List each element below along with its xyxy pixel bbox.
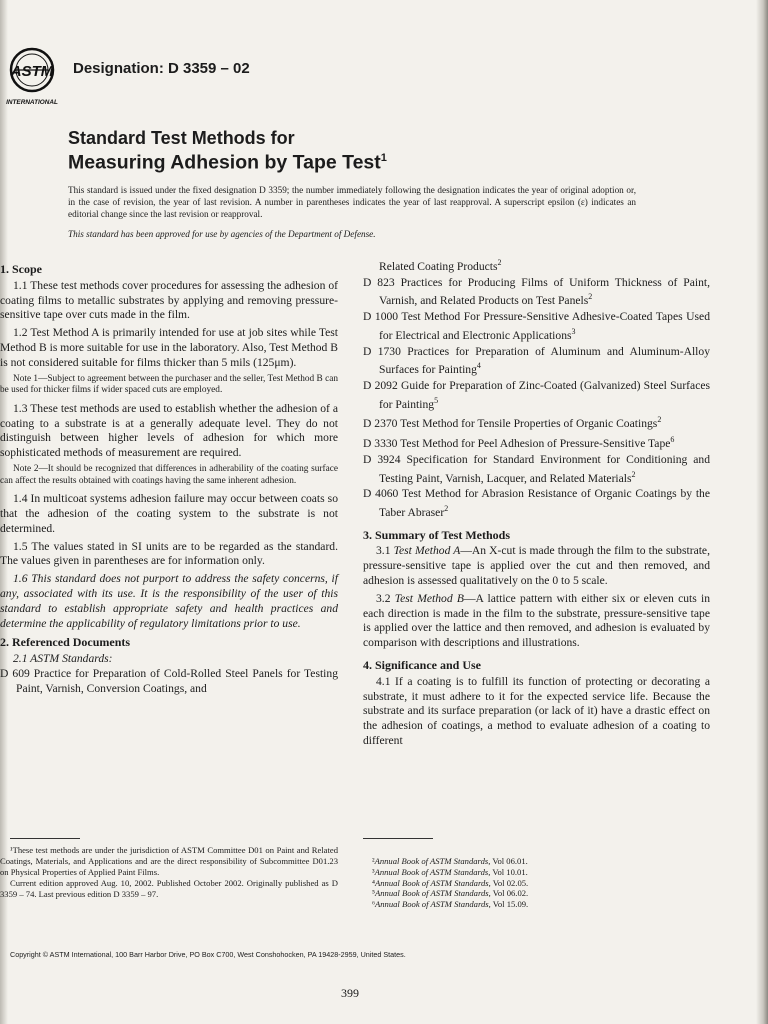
paragraph-3-2-label: 3.2 [376, 591, 391, 605]
footnote-volume: , Vol 06.02. [488, 888, 529, 899]
reference-text: D 4060 Test Method for Abrasion Resistance of Organic Coatings by the Taber Abraser [363, 487, 710, 519]
right-column [363, 256, 710, 752]
footnote-rule-right [363, 838, 433, 839]
footnote-1: ¹These test methods are under the jurisdiction of ASTM Committee D01 on Paint and Related Coatings, Materials, and Applications and are the direct responsibility of Subcommittee D01.23 on Physical Properties of Applied Paint Films. [0, 845, 338, 877]
reference-footnote: 2 [588, 292, 593, 302]
reference-footnote: 2 [631, 469, 636, 479]
reference-item [363, 413, 710, 432]
footnote-item [372, 878, 622, 889]
reference-footnote: 2 [444, 504, 449, 514]
reference-item [363, 433, 710, 452]
significance-heading: 4. Significance and Use [363, 658, 482, 673]
reference-text: D 1730 Practices for Preparation of Aluminum and Aluminum-Alloy Surfaces for Painting [363, 344, 710, 377]
reference-text: D 2370 Test Method for Tensile Properties of Organic Coatings [363, 417, 658, 431]
reference-d609-continued-text: Related Coating Products [379, 259, 498, 273]
paragraph-1-2: 1.2 Test Method A is primarily intended for use at job sites while Test Method B is more suitable for use in the laboratory. Also, Test Method B is not considered suitable for films thicker than 5 mils (125μm). [0, 326, 338, 369]
reference-footnote: 3 [571, 326, 576, 336]
paragraph-3-2-method: Test Method B [394, 591, 464, 605]
title-footnote-mark: 1 [380, 152, 387, 164]
title-line-1: Standard Test Methods for [68, 128, 295, 148]
footnote-item [372, 856, 622, 867]
referenced-documents-heading: 2. Referenced Documents [0, 635, 131, 650]
reference-text: D 3330 Test Method for Peel Adhesion of Pressure-Sensitive Tape [363, 436, 671, 450]
footnote-item [372, 899, 622, 910]
footnote-mark: ⁶ [372, 899, 375, 910]
note-2: Note 2—It should be recognized that differences in adherability of the coating surface can affect the results obtained with coatings having the same inherent adhesion. [0, 463, 338, 486]
page-number: 399 [341, 986, 359, 1000]
note-1: Note 1—Subject to agreement between the purchaser and the seller, Test Method B can be used for thicker films if wider spaced cuts are employed. [0, 373, 338, 396]
footnote-volume: , Vol 02.05. [488, 877, 529, 888]
document-title [68, 128, 568, 173]
paragraph-1-6: 1.6 This standard does not purport to address the safety concerns, if any, associated with its use. It is the responsibility of the user of this standard to establish appropriate safety and health practices and determine the applicability of regulatory limitations prior to use. [0, 572, 338, 630]
footnote-source: Annual Book of ASTM Standards [375, 877, 489, 888]
reference-text: D 3924 Specification for Standard Environment for Conditioning and Testing Paint, Varnish, Lacquer, and Related Materials [363, 452, 710, 485]
reference-item [363, 379, 710, 412]
footnote-source: Annual Book of ASTM Standards [374, 856, 489, 866]
paragraph-3-2-text: —A lattice pattern with either six or eleven cuts in each direction is made in the film to the substrate, pressure-sensitive tape is applied over the lattice and then removed, and adhesion is evaluated by comparison with descriptions and illustrations. [363, 591, 710, 650]
reference-item [363, 487, 710, 520]
reference-item [363, 453, 710, 486]
reference-footnote: 5 [434, 395, 439, 405]
footnote-mark: ³ [372, 866, 375, 877]
paragraph-3-1-text: —An X-cut is made through the film to the substrate, pressure-sensitive tape is applied over the cut and then removed, and adhesion is assessed qualitatively on the 0 to 5 scale. [363, 544, 710, 588]
reference-d609-footnote: 2 [497, 258, 502, 267]
approval-note: This standard has been approved for use by agencies of the Department of Defense. [68, 229, 376, 239]
paragraph-3-1 [363, 544, 710, 588]
paragraph-4-1: 4.1 If a coating is to fulfill its function of protecting or decorating a substrate, it must adhere to it for the expected service life. Because the substrate and its surface preparation (or lack of it) have a drastic effect on the adhesion of coatings, a method to evaluate adhesion of a coating to different [363, 674, 710, 748]
reference-d609: D 609 Practice for Preparation of Cold-Rolled Steel Panels for Testing Paint, Varnish, Conversion Coatings, and [0, 666, 338, 695]
footnote-edition: Current edition approved Aug. 10, 2002. Published October 2002. Originally published as D 3359 – 74. Last previous edition D 3359 – 97. [0, 878, 338, 900]
footnote-item [372, 867, 622, 878]
footnote-mark: ² [372, 856, 375, 866]
footnote-mark: ⁵ [372, 888, 375, 899]
reference-item [363, 345, 710, 378]
footnote-source: Annual Book of ASTM Standards [374, 866, 489, 877]
issuance-note: This standard is issued under the fixed designation D 3359; the number immediately following the designation indicates the year of original adoption or, in the case of revision, the year of last revision. A number in parentheses indicates the year of last reapproval. A superscript epsilon (ε) indicates an editorial change since the last revision or reapproval. [68, 185, 636, 220]
footnote-source: Annual Book of ASTM Standards [375, 888, 489, 899]
footnote-volume: , Vol 15.09. [488, 899, 529, 910]
footnotes-left [0, 845, 338, 901]
left-column [0, 258, 338, 698]
title-line-2-text: Measuring Adhesion by Tape Test [68, 151, 381, 174]
reference-item [363, 276, 710, 309]
paragraph-1-5: 1.5 The values stated in SI units are to be regarded as the standard. The values given in parentheses are for information only. [0, 539, 338, 568]
paragraph-2-1: 2.1 ASTM Standards: [13, 652, 113, 666]
footnote-volume: , Vol 06.01. [488, 856, 528, 866]
logo-subtext: INTERNATIONAL [6, 99, 58, 106]
reference-d609-continued [363, 256, 710, 275]
scan-right-edge [756, 0, 768, 1024]
astm-logo-icon [6, 46, 58, 108]
reference-footnote: 4 [476, 361, 481, 371]
title-line-2 [68, 148, 568, 173]
footnote-source: Annual Book of ASTM Standards [375, 899, 489, 910]
paragraph-1-1: 1.1 These test methods cover procedures for assessing the adhesion of coating films to metallic substrates by applying and removing pressure-sensitive tape over cuts made in the film. [0, 278, 338, 322]
paragraph-3-1-method: Test Method A [393, 544, 461, 558]
footnote-item [372, 888, 622, 899]
reference-footnote: 6 [670, 435, 675, 445]
reference-text: D 1000 Test Method For Pressure-Sensitive Adhesive-Coated Tapes Used for Electrical and Electronic Applications [363, 310, 710, 342]
footnote-rule-left [10, 838, 80, 839]
logo-text: ASTM [10, 63, 54, 80]
designation: Designation: D 3359 – 02 [73, 60, 250, 77]
reference-text: D 823 Practices for Producing Films of Uniform Thickness of Paint, Varnish, and Related Products on Test Panels [363, 275, 710, 308]
footnote-volume: , Vol 10.01. [488, 866, 528, 877]
reference-footnote: 2 [657, 415, 662, 425]
reference-text: D 2092 Guide for Preparation of Zinc-Coated (Galvanized) Steel Surfaces for Painting [363, 379, 710, 411]
paragraph-3-2 [363, 592, 710, 651]
summary-heading: 3. Summary of Test Methods [363, 527, 511, 542]
scope-heading: 1. Scope [0, 262, 42, 276]
paragraph-1-4: 1.4 In multicoat systems adhesion failure may occur between coats so that the adhesion of the coating system to the substrate is not determined. [0, 492, 338, 535]
copyright-line: Copyright © ASTM International, 100 Barr Harbor Drive, PO Box C700, West Conshohocken, PA 19428-2959, United States. [10, 950, 406, 959]
footnote-mark: ⁴ [372, 877, 375, 888]
paragraph-3-1-label: 3.1 [376, 544, 391, 558]
paragraph-1-3: 1.3 These test methods are used to establish whether the adhesion of a coating to a substrate is at a generally adequate level. They do not distinguish between higher levels of adhesion for which more sophisticated methods of measurement are required. [0, 401, 338, 460]
footnotes-right [372, 856, 622, 910]
reference-item [363, 310, 710, 343]
